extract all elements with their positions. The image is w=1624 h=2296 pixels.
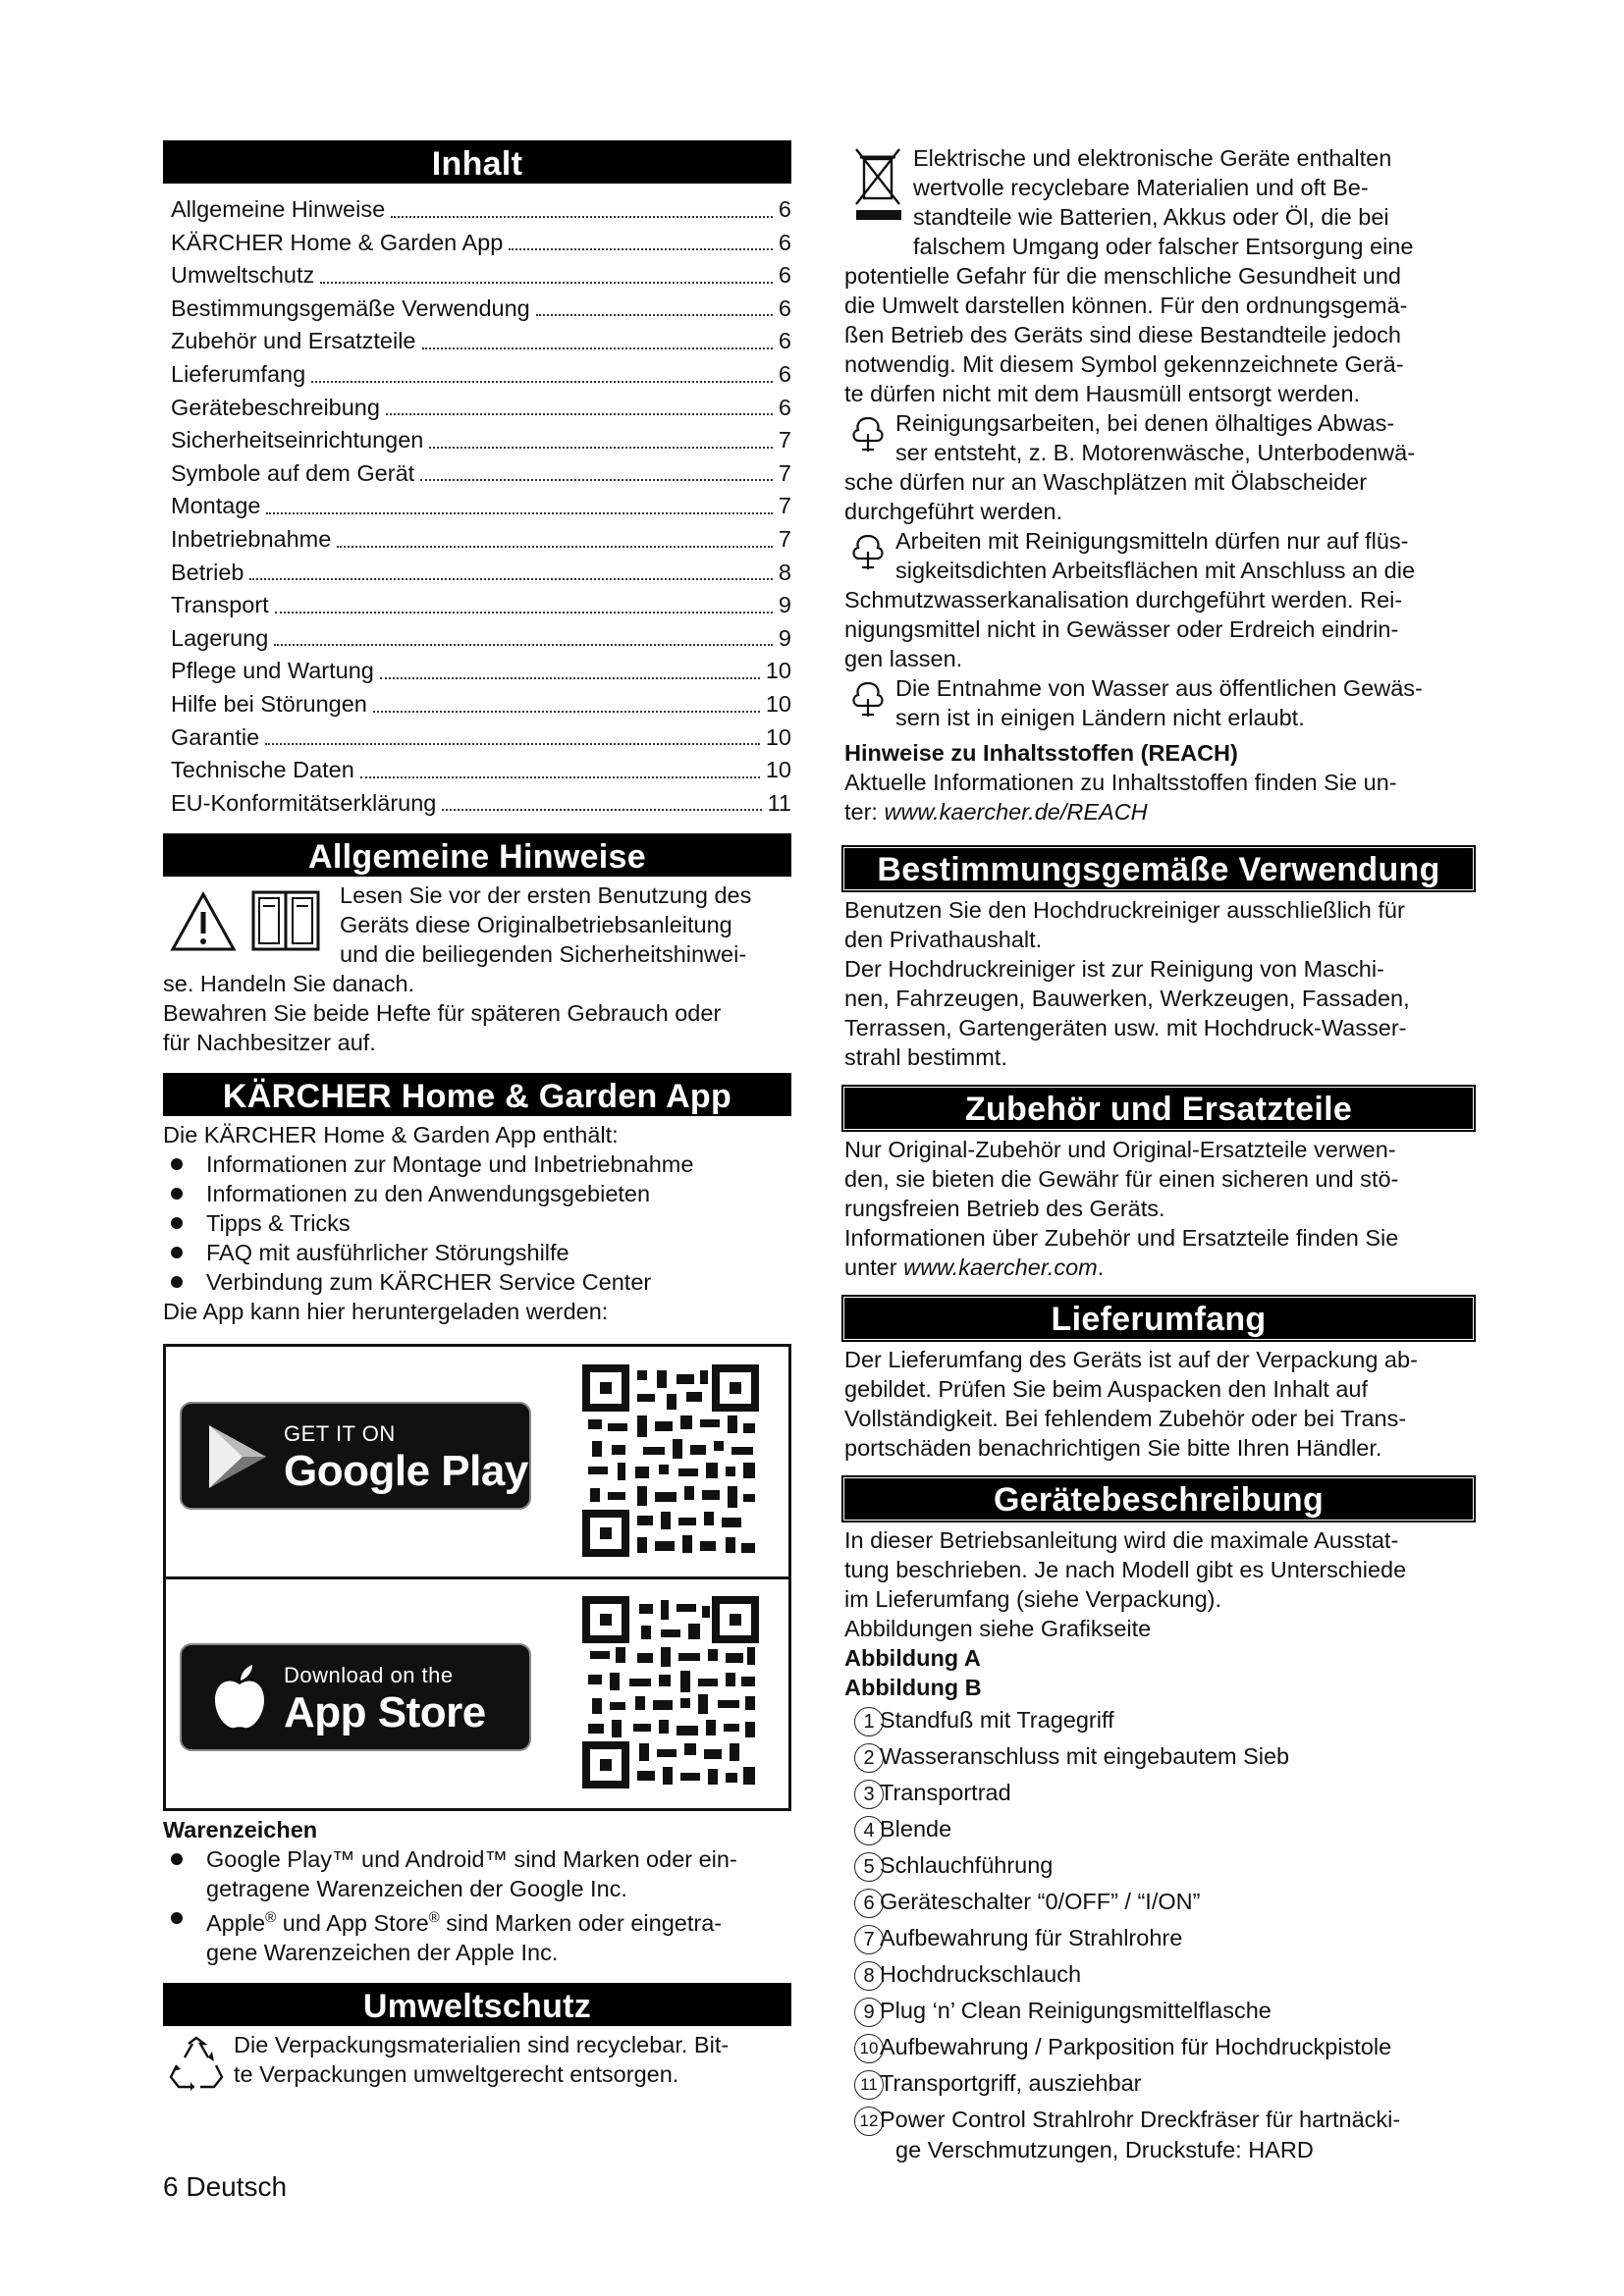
qr-code-icon[interactable] — [582, 1596, 759, 1789]
right-column — [844, 143, 1473, 2165]
environment-tip-icon — [848, 532, 888, 571]
google-play-badge[interactable]: GET IT ON Google Play — [180, 1402, 531, 1510]
number-badge: 3 — [854, 1780, 884, 1809]
list-item: Google Play™ und Android™ sind Marken oder ein- getragene Warenzeichen der Google Inc. — [163, 1844, 791, 1903]
reach-link[interactable]: www.kaercher.de/REACH — [884, 799, 1148, 825]
toc-entry[interactable]: Symbole auf dem Gerät 7 — [171, 457, 791, 491]
toc-entry[interactable]: EU-Konformitätserklärung 11 — [171, 787, 791, 821]
toc-entry[interactable]: Transport 9 — [171, 589, 791, 622]
recycle-icon — [167, 2036, 226, 2091]
toc-entry[interactable]: Betrieb 8 — [171, 557, 791, 590]
play-triangle-icon — [203, 1421, 272, 1492]
apple-logo-icon — [211, 1663, 268, 1732]
app-section: Die KÄRCHER Home & Garden App enthält: Informationen zur Montage und Inbetriebnahme Informationen zu den Anwendungsgebieten Tipps & Tricks FAQ mit ausführlicher Störungshilfe Verbindung zum KÄRCHER Service Center Die App kann hier heruntergeladen werden: GET IT ON Google Play Download on the App Store Warenzeichen Google Play™ und Android™ sind Marken oder ein- getragene Warenzeichen der Google Inc. Apple® und App Store® sind Marken oder eingetra- gene Warenzeichen der Apple Inc. — [163, 1120, 791, 1967]
toc-entry[interactable]: Bestimmungsgemäße Verwendung 6 — [171, 293, 791, 326]
toc-entry[interactable]: Lagerung 9 — [171, 622, 791, 656]
list-item: FAQ mit ausführlicher Störungshilfe — [163, 1238, 791, 1267]
toc-entry[interactable]: Pflege und Wartung 10 — [171, 655, 791, 688]
list-item: 8 Hochdruckschlauch — [844, 1956, 1473, 1993]
number-badge: 12 — [854, 2107, 884, 2136]
table-of-contents — [163, 193, 791, 820]
manual-book-icon — [249, 886, 322, 953]
env-tip-water: Die Entnahme von Wasser aus öffentlichen Gewäs- sern ist in einigen Ländern nicht erlaubt. — [844, 673, 1473, 732]
section-heading-geraet: Gerätebeschreibung — [844, 1478, 1473, 1520]
left-column — [163, 140, 791, 2089]
list-item: Informationen zu den Anwendungsgebieten — [163, 1179, 791, 1208]
list-item: 6 Geräteschalter “0/OFF” / “I/ON” — [844, 1884, 1473, 1920]
toc-entry[interactable]: Technische Daten 10 — [171, 754, 791, 787]
kaercher-link[interactable]: www.kaercher.com — [903, 1255, 1098, 1280]
list-item: Apple® und App Store® sind Marken oder eingetra- gene Warenzeichen der Apple Inc. — [163, 1903, 791, 1967]
list-item: 12 Power Control Strahlrohr Dreckfräser für hartnäcki- ge Verschmutzungen, Druckstufe: HARD — [844, 2102, 1473, 2165]
environment-tip-icon — [848, 679, 888, 719]
section-heading-bestimmung: Bestimmungsgemäße Verwendung — [844, 848, 1473, 889]
number-badge: 7 — [854, 1925, 884, 1954]
list-item: 5 Schlauchführung — [844, 1847, 1473, 1884]
number-badge: 1 — [854, 1707, 884, 1736]
general-notes: Lesen Sie vor der ersten Benutzung des Geräts diese Originalbetriebsanleitung und die beiliegenden Sicherheitshinwei- se. Handeln Sie danach. Bewahren Sie beide Hefte für späteren Gebrauch oder für Nachbesitzer auf. — [163, 882, 752, 1056]
toc-entry[interactable]: Garantie 10 — [171, 721, 791, 755]
number-badge: 4 — [854, 1816, 884, 1845]
list-item: 3 Transportrad — [844, 1775, 1473, 1811]
number-badge: 10 — [854, 2034, 884, 2063]
number-badge: 6 — [854, 1889, 884, 1918]
list-item: 4 Blende — [844, 1811, 1473, 1847]
list-item: Tipps & Tricks — [163, 1208, 791, 1238]
scope-of-delivery: Der Lieferumfang des Geräts ist auf der Verpackung ab- gebildet. Prüfen Sie beim Auspacken den Inhalt auf Vollständigkeit. Bei fehlendem Zubehör oder bei Trans- portschäden benachrichtigen Sie bitte Ihren Händler. — [844, 1347, 1418, 1461]
env-tip-oil: Reinigungsarbeiten, bei denen ölhaltiges Abwas- ser entsteht, z. B. Motorenwäsche, Unterbodenwä- sche dürfen nur an Waschplätzen mit Ölabscheider durchgeführt werden. — [844, 410, 1416, 524]
intended-use: Benutzen Sie den Hochdruckreiniger ausschließlich für den Privathaushalt. Der Hochdruckreiniger ist zur Reinigung von Maschi- nen, Fahrzeugen, Bauwerken, Werkzeugen, Fassaden, Terrassen, Gartengeräten usw. mit Hochdruck-Wasser- strahl bestimmt. — [844, 897, 1410, 1070]
list-item: 9 Plug ‘n’ Clean Reinigungsmittelflasche — [844, 1993, 1473, 2029]
toc-heading: Inhalt — [163, 140, 791, 184]
toc-entry[interactable]: Montage 7 — [171, 490, 791, 523]
list-item: 7 Aufbewahrung für Strahlrohre — [844, 1920, 1473, 1956]
list-item: 2 Wasseranschluss mit eingebautem Sieb — [844, 1738, 1473, 1775]
toc-entry[interactable]: Zubehör und Ersatzteile 6 — [171, 325, 791, 358]
toc-entry[interactable]: Inbetriebnahme 7 — [171, 523, 791, 557]
page-footer: 6 Deutsch — [163, 2171, 288, 2202]
component-list — [844, 1702, 1473, 2165]
section-heading-app: KÄRCHER Home & Garden App — [163, 1073, 791, 1116]
app-store-panel — [166, 1578, 788, 1808]
toc-entry[interactable]: Sicherheitseinrichtungen 7 — [171, 424, 791, 457]
list-item: Verbindung zum KÄRCHER Service Center — [163, 1267, 791, 1297]
number-badge: 8 — [854, 1961, 884, 1991]
section-heading-allgemeine: Allgemeine Hinweise — [163, 833, 791, 877]
toc-entry[interactable]: Hilfe bei Störungen 10 — [171, 688, 791, 721]
number-badge: 2 — [854, 1743, 884, 1773]
number-badge: 5 — [854, 1852, 884, 1882]
weee-notice: Elektrische und elektronische Geräte enthalten wertvolle recyclebare Materialien und oft Be- standteile wie Batterien, Akkus oder Öl, die bei falschem Umgang oder falscher Entsorgung eine potentielle Gefahr für die menschliche Gesundheit und die Umwelt darstellen können. Für den ordnungsgemä- ßen Betrieb des Geräts sind diese Bestandteile jedoch notwendig. Mit diesem Symbol gekennzeichnete Gerä- te dürfen nicht mit dem Hausmüll entsorgt werden. — [844, 145, 1414, 406]
number-badge: 11 — [854, 2070, 884, 2100]
list-item: Informationen zur Montage und Inbetriebnahme — [163, 1149, 791, 1179]
accessories: Nur Original-Zubehör und Original-Ersatzteile verwen- den, sie bieten die Gewähr für einen sicheren und stö- rungsfreien Betrieb des Geräts. Informationen über Zubehör und Ersatzteile finden Sie unter www.kaercher.com. — [844, 1137, 1399, 1280]
number-badge: 9 — [854, 1998, 884, 2027]
app-download-box — [163, 1344, 791, 1811]
section-heading-umwelt: Umweltschutz — [163, 1983, 791, 2026]
env-tip-detergent: Arbeiten mit Reinigungsmitteln dürfen nur auf flüs- sigkeitsdichten Arbeitsflächen mit Anschluss an die Schmutzwasserkanalisation durchgeführt werden. Rei- nigungsmittel nicht in Gewässer oder Erdreich eindrin- gen lassen. — [844, 528, 1416, 671]
list-item: 10 Aufbewahrung / Parkposition für Hochdruckpistole — [844, 2029, 1473, 2065]
qr-code-icon[interactable] — [582, 1364, 759, 1557]
list-item: 1 Standfuß mit Tragegriff — [844, 1702, 1473, 1738]
device-description: In dieser Betriebsanleitung wird die maximale Ausstat- tung beschrieben. Je nach Modell gibt es Unterschiede im Lieferumfang (siehe Verpackung). Abbildungen siehe Grafikseite Abbildung A Abbildung B 1 Standfuß mit Tragegriff 2 Wasseranschluss mit eingebautem Sieb 3 Transportrad 4 Blende 5 Schlauchführung 6 Geräteschalter “0/OFF” / “I/ON” 7 Aufbewahrung für Strahlrohre 8 Hochdruckschlauch 9 Plug ‘n’ Clean Reinigungsmittelflasche 10 Aufbewahrung / Parkposition für Hochdruckpistole 11 Transportgriff, ausziehbar 12 Power Control Strahlrohr Dreckfräser für hartnäcki- ge Verschmutzungen, Druckstufe: HARD — [844, 1525, 1473, 2165]
section-heading-liefer: Lieferumfang — [844, 1298, 1473, 1339]
toc-entry[interactable]: Allgemeine Hinweise 6 — [171, 193, 791, 227]
environment-notes: Die Verpackungsmaterialien sind recyclebar. Bit- te Verpackungen umweltgerecht entsorgen. — [163, 2030, 791, 2089]
toc-entry[interactable]: Gerätebeschreibung 6 — [171, 392, 791, 425]
toc-entry[interactable]: Umweltschutz 6 — [171, 259, 791, 293]
section-heading-zubehoer: Zubehör und Ersatzteile — [844, 1088, 1473, 1129]
app-store-badge[interactable]: Download on the App Store — [180, 1643, 531, 1751]
toc-entry[interactable]: KÄRCHER Home & Garden App 6 — [171, 227, 791, 260]
environment-tip-icon — [848, 414, 888, 454]
toc-entry[interactable]: Lieferumfang 6 — [171, 358, 791, 392]
list-item: 11 Transportgriff, ausziehbar — [844, 2065, 1473, 2102]
warning-icon — [169, 890, 238, 953]
google-play-panel — [166, 1347, 788, 1579]
crossed-bin-icon — [854, 147, 903, 222]
reach-notice: Hinweise zu Inhaltsstoffen (REACH) Aktuelle Informationen zu Inhaltsstoffen finden Sie un- ter: www.kaercher.de/REACH — [844, 740, 1397, 825]
